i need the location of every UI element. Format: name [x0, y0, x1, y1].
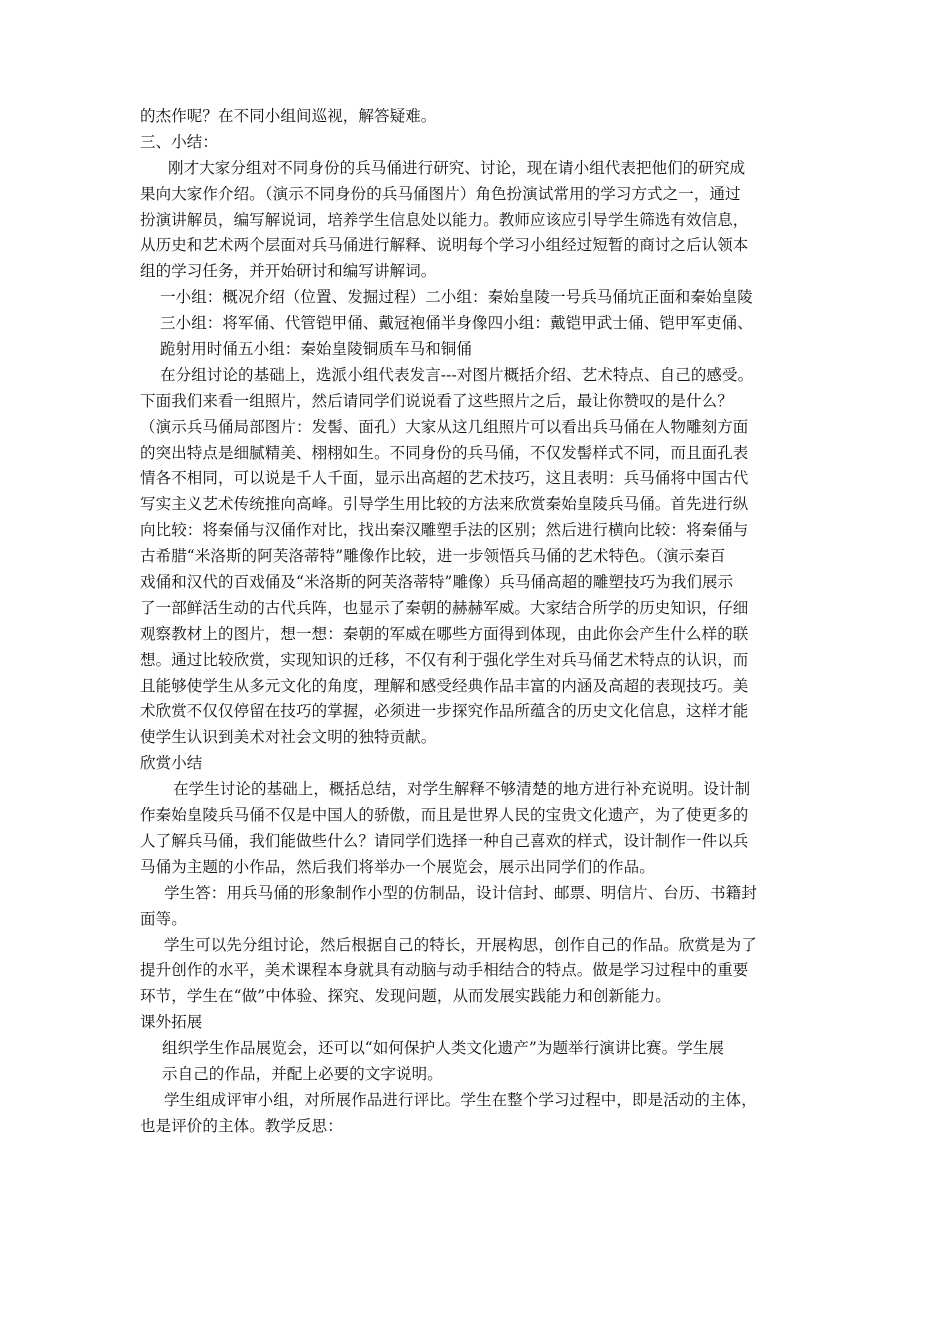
text-line: 了一部鲜活生动的古代兵阵，也显示了秦朝的赫赫军威。大家结合所学的历史知识，仔细	[140, 598, 749, 617]
text-line: 古希腊“米洛斯的阿芙洛蒂特”雕像作比较，进一步领悟兵马俑的艺术特色。（演示秦百	[140, 547, 726, 566]
text-line: 也是评价的主体。教学反思：	[140, 1116, 343, 1135]
paragraph-line: 在分组讨论的基础上，选派小组代表发言---对图片概括介绍、艺术特点、自己的感受。	[160, 365, 754, 384]
paragraph-line: 学生答：用兵马俑的形象制作小型的仿制品，设计信封、邮票、明信片、台历、书籍封	[164, 883, 757, 902]
text-line: 的突出特点是细腻精美、栩栩如生。不同身份的兵马俑，不仅发髻样式不同，而且面孔表	[140, 443, 749, 462]
text-line: 组的学习任务，并开始研讨和编写讲解词。	[140, 262, 437, 281]
group-line: 三小组：将军俑、代管铠甲俑、戴冠袍俑半身像四小组：戴铠甲武士俑、铠甲军吏俑、	[160, 314, 753, 333]
text-line: 的杰作呢？在不同小组间巡视，解答疑难。	[140, 107, 437, 125]
text-line: 扮演讲解员，编写解说词，培养学生信息处以能力。教师应该应引导学生筛选有效信息，	[140, 210, 749, 229]
text-line: 马俑为主题的小作品，然后我们将举办一个展览会，展示出同学们的作品。	[140, 857, 655, 876]
text-line: 写实主义艺术传统推向高峰。引导学生用比较的方法来欣赏秦始皇陵兵马俑。首先进行纵	[140, 495, 749, 514]
text-line: 从历史和艺术两个层面对兵马俑进行解释、说明每个学习小组经过短暂的商讨之后认领本	[140, 236, 749, 255]
document-page	[140, 104, 810, 1140]
text-line: 面等。	[140, 909, 187, 928]
text-line: 作秦始皇陵兵马俑不仅是中国人的骄傲，而且是世界人民的宝贵文化遗产，为了使更多的	[140, 806, 749, 825]
text-line: 使学生认识到美术对社会文明的独特贡献。	[140, 728, 437, 747]
text-line: （演示兵马俑局部图片：发髻、面孔）大家从这几组照片可以看出兵马俑在人物雕刻方面	[140, 417, 749, 436]
section-heading: 三、小结：	[140, 132, 219, 151]
group-line: 一小组：概况介绍（位置、发掘过程）二小组：秦始皇陵一号兵马俑坑正面和秦始皇陵	[160, 288, 753, 307]
section-heading: 欣赏小结	[140, 754, 203, 773]
text-line: 果向大家作介绍。（演示不同身份的兵马俑图片）角色扮演试常用的学习方式之一，通过	[140, 184, 741, 203]
text-line: 人了解兵马俑，我们能做些什么？请同学们选择一种自己喜欢的样式，设计制作一件以兵	[140, 831, 749, 850]
text-line: 观察教材上的图片，想一想：秦朝的军威在哪些方面得到体现，由此你会产生什么样的联	[140, 624, 749, 643]
text-line: 想。通过比较欣赏，实现知识的迁移，不仅有利于强化学生对兵马俑艺术特点的认识，而	[140, 650, 749, 669]
paragraph-line: 在学生讨论的基础上，概括总结，对学生解释不够清楚的地方进行补充说明。设计制	[173, 780, 751, 799]
text-line: 向比较：将秦俑与汉俑作对比，找出秦汉雕塑手法的区别；然后进行横向比较：将秦俑与	[140, 521, 749, 540]
group-line: 跪射用时俑五小组：秦始皇陵铜质车马和铜俑	[160, 340, 473, 359]
paragraph-line: 刚才大家分组对不同身份的兵马俑进行研究、讨论，现在请小组代表把他们的研究成	[168, 158, 746, 177]
text-line: 环节，学生在“做”中体验、探究、发现问题，从而发展实践能力和创新能力。	[140, 987, 671, 1006]
section-heading: 课外拓展	[140, 1013, 203, 1032]
text-line: 且能够使学生从多元文化的角度，理解和感受经典作品丰富的内涵及高超的表现技巧。美	[140, 676, 749, 695]
text-line: 戏俑和汉代的百戏俑及“米洛斯的阿芙洛蒂特”雕像）兵马俑高超的雕塑技巧为我们展示	[140, 573, 734, 592]
paragraph-line: 学生可以先分组讨论，然后根据自己的特长，开展构思，创作自己的作品。欣赏是为了	[164, 935, 757, 954]
paragraph-line: 学生组成评审小组，对所展作品进行评比。学生在整个学习过程中，即是活动的主体，	[164, 1090, 757, 1109]
text-line: 术欣赏不仅仅停留在技巧的掌握，必须进一步探究作品所蕴含的历史文化信息，这样才能	[140, 702, 749, 721]
text-line: 提升创作的水平，美术课程本身就具有动脑与动手相结合的特点。做是学习过程中的重要	[140, 961, 749, 980]
text-line: 情各不相同，可以说是千人千面，显示出高超的艺术技巧，这且表明：兵马俑将中国古代	[140, 469, 749, 488]
text-line: 下面我们来看一组照片，然后请同学们说说看了这些照片之后，最让你赞叹的是什么？	[140, 391, 733, 410]
text-line: 示自己的作品，并配上必要的文字说明。	[162, 1064, 443, 1083]
paragraph-line: 组织学生作品展览会，还可以“如何保护人类文化遗产”为题举行演讲比赛。学生展	[162, 1039, 725, 1058]
